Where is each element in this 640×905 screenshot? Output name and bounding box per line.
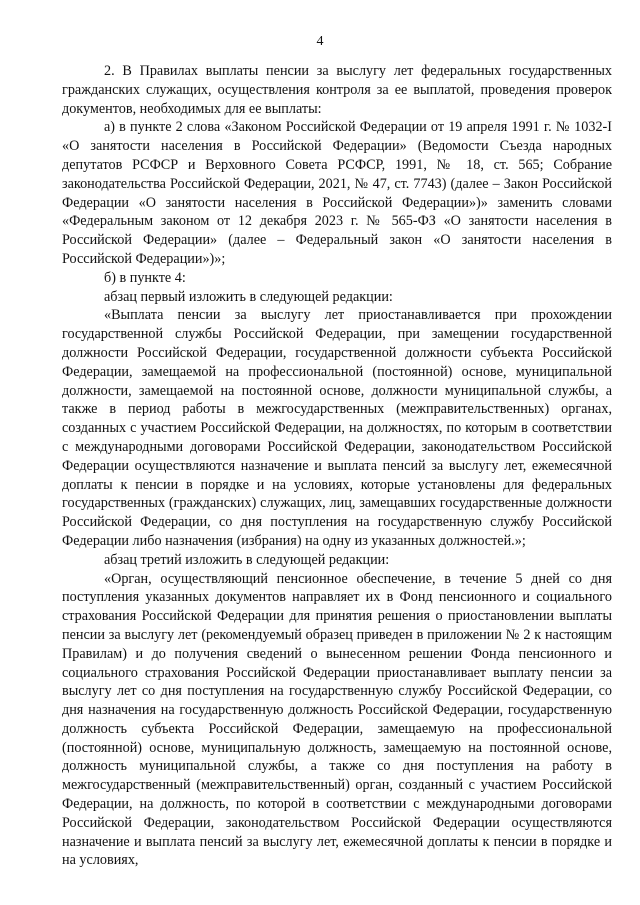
page-number: 4 — [316, 34, 324, 49]
paragraph-item-2-intro: 2. В Правилах выплаты пенсии за выслугу лет федеральных государственных гражданских служащих, осуществления контроля за ее выплатой, проведения проверок документов, необходимых для ее выплаты: — [62, 63, 612, 117]
paragraph-instruction-first: абзац первый изложить в следующей редакции: — [104, 288, 393, 305]
paragraph-quote-third: «Орган, осуществляющий пенсионное обеспечение, в течение 5 дней со дня поступления указанных документов направляет их в Фонд пенсионного и социального страхования Российской Федерации для принятия решения о приостановлении выплаты пенсии за выслугу лет (рекомендуемый образец приведен в приложении № 2 к настоящим Правилам) и до получения сведений о вынесенном решении Фонда пенсионного и социального страхования Российской Федерации приостанавливает выплату пенсии за выслугу лет со дня поступления на государственную службу Российской Федерации, со дня назначения на государственную должность Российской Федерации, государственную должность субъекта Российской Федерации, замещаемую на профессиональной (постоянной) основе, муниципальную должность, замещаемую на постоянной основе, должность муниципальной службы, а также со дня поступления на работу в межгосударственный (межправительственный) орган, созданный с участием Российской Федерации, на должность, по которой в соответствии с международными договорами Российской Федерации, законодательством Российской Федерации осуществляются назначение и выплата пенсий за выслугу лет, ежемесячной доплаты к пенсии в порядке и на условиях, — [62, 570, 612, 869]
document-body — [62, 62, 612, 870]
paragraph-quote-first: «Выплата пенсии за выслугу лет приостанавливается при прохождении государственной службы Российской Федерации, при замещении государственной должности Российской Федерации, государственной должности субъекта Российской Федерации, замещаемой на профессиональной (постоянной) основе, муниципальной должности, замещаемой на постоянной основе, должности муниципальной службы, а также в период работы в межгосударственных (межправительственных) органах, созданных с участием Российской Федерации, на должностях, по которым в соответствии с международными договорами Российской Федерации, законодательством Российской Федерации осуществляются назначение и выплата пенсий за выслугу лет, ежемесячной доплаты к пенсии в порядке и на условиях, которые установлены для федеральных государственных (гражданских) служащих, лиц, замещавших государственные должности Российской Федерации, со дня поступления на государственную службу Российской Федерации либо назначения (избрания) на одну из указанных должностей.»; — [62, 307, 612, 549]
paragraph-subitem-a: а) в пункте 2 слова «Законом Российской Федерации от 19 апреля 1991 г. № 1032-I «О занятости населения в Российской Федерации» (Ведомости Съезда народных депутатов РСФСР и Верховного Совета РСФСР, 1991, № 18, ст. 565; Собрание законодательства Российской Федерации, 2021, № 47, ст. 7743) (далее – Закон Российской Федерации «О занятости населения в Российской Федерации»)» заменить словами «Федеральным законом от 12 декабря 2023 г. № 565-ФЗ «О занятости населения в Российской Федерации» (далее – Федеральный закон «О занятости населения в Российской Федерации»)»; — [62, 119, 612, 267]
paragraph-subitem-b: б) в пункте 4: — [104, 269, 186, 286]
paragraph-instruction-third: абзац третий изложить в следующей редакции: — [104, 551, 390, 568]
